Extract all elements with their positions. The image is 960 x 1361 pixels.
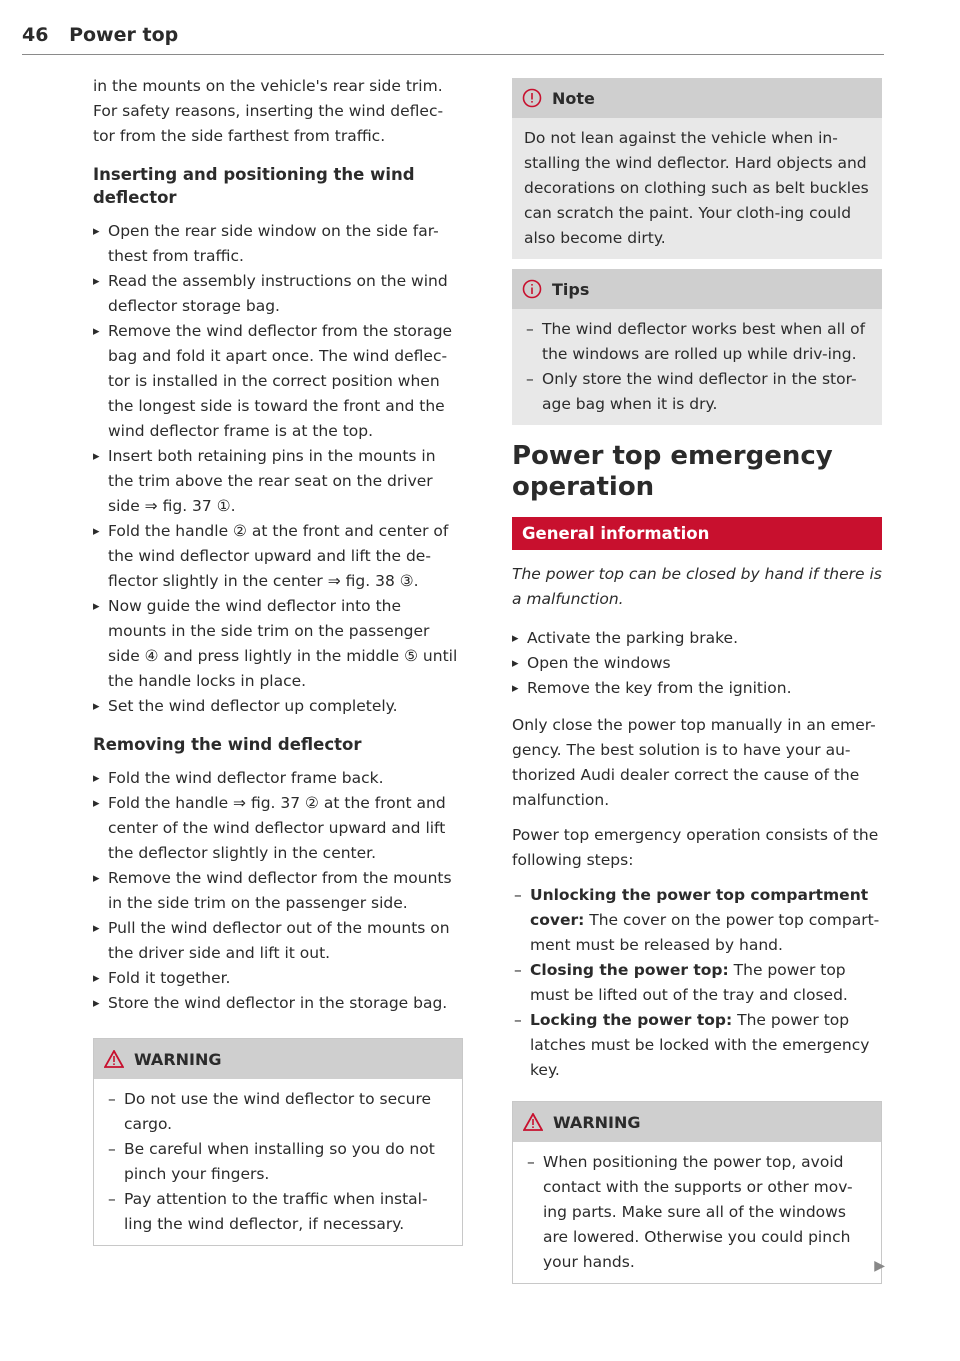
insert-heading: Inserting and positioning the wind deflector bbox=[93, 165, 415, 207]
note-icon bbox=[522, 88, 542, 108]
warning-body bbox=[94, 1079, 462, 1245]
section-title: Power top bbox=[69, 24, 179, 46]
tips-list bbox=[524, 317, 870, 417]
prep-step: ▸ Remove the key from the ignition. bbox=[512, 676, 882, 701]
insert-step: ▸ Read the assembly instructions on the wind deflector storage bag. bbox=[93, 269, 463, 319]
remove-heading: Removing the wind deflector bbox=[93, 735, 362, 754]
emergency-step-text: The power top latches must be locked with the emergency key. bbox=[530, 1011, 870, 1079]
insert-step: ▸ Remove the wind deflector from the storage bag and fold it apart once. The wind deflec-tor is installed in the correct position when the longest side is toward the front and the wind deflector frame is at the top. bbox=[93, 319, 463, 444]
paragraph-1: Only close the power top manually in an emer-gency. The best solution is to have your au-thorized Audi dealer correct the cause of the malfunction. bbox=[512, 716, 876, 809]
warning-triangle-icon bbox=[104, 1050, 124, 1068]
remove-step: ▸ Fold the handle ⇒ fig. 37 ② at the front and center of the wind deflector upward and lift the deflector slightly in the center. bbox=[93, 791, 463, 866]
warning-box bbox=[93, 1038, 463, 1246]
emergency-step-label: Closing the power top: bbox=[530, 961, 729, 979]
insert-steps bbox=[93, 219, 463, 719]
warning-header bbox=[94, 1039, 462, 1079]
remove-step: ▸ Pull the wind deflector out of the mounts on the driver side and lift it out. bbox=[93, 916, 463, 966]
warning-body-2 bbox=[513, 1142, 881, 1283]
info-icon bbox=[522, 279, 542, 299]
insert-step: ▸ Set the wind deflector up completely. bbox=[93, 694, 463, 719]
note-box bbox=[512, 78, 882, 259]
prep-step: ▸ Activate the parking brake. bbox=[512, 626, 882, 651]
section-heading: Power top emergency operation bbox=[512, 441, 833, 502]
tips-item: – Only store the wind deflector in the stor-age bag when it is dry. bbox=[524, 367, 870, 417]
left-column bbox=[93, 74, 463, 1246]
tips-header bbox=[512, 269, 882, 309]
tips-box bbox=[512, 269, 882, 425]
continue-arrow-icon: ▶ bbox=[874, 1258, 885, 1274]
emergency-step bbox=[512, 1008, 882, 1083]
emergency-step-label: Unlocking the power top compartment cover: bbox=[530, 886, 869, 929]
insert-step: ▸ Fold the handle ② at the front and center of the wind deflector upward and lift the de-flector slightly in the center ⇒ fig. 38 ③. bbox=[93, 519, 463, 594]
emergency-step-text: The power top must be lifted out of the tray and closed. bbox=[530, 961, 848, 1004]
remove-step: ▸ Remove the wind deflector from the mounts in the side trim on the passenger side. bbox=[93, 866, 463, 916]
note-header bbox=[512, 78, 882, 118]
emergency-step bbox=[512, 958, 882, 1008]
warning-title: WARNING bbox=[134, 1049, 222, 1069]
warning-box-2 bbox=[512, 1101, 885, 1284]
tips-body bbox=[512, 309, 882, 425]
page-header bbox=[22, 24, 178, 46]
page-number: 46 bbox=[22, 24, 49, 46]
emergency-step-label: Locking the power top: bbox=[530, 1011, 733, 1029]
intro-line-1: in the mounts on the vehicle's rear side trim. bbox=[93, 77, 443, 95]
warning-list bbox=[106, 1087, 450, 1237]
warning-title-2: WARNING bbox=[553, 1112, 641, 1132]
emergency-steps bbox=[512, 883, 882, 1083]
tips-title: Tips bbox=[552, 279, 590, 299]
remove-step: ▸ Fold the wind deflector frame back. bbox=[93, 766, 463, 791]
paragraph-2: Power top emergency operation consists of the following steps: bbox=[512, 826, 879, 869]
insert-step: ▸ Insert both retaining pins in the mounts in the trim above the rear seat on the driver side ⇒ fig. 37 ①. bbox=[93, 444, 463, 519]
emergency-step-text: The cover on the power top compart-ment must be released by hand. bbox=[530, 911, 880, 954]
remove-step: ▸ Store the wind deflector in the storage bag. bbox=[93, 991, 463, 1016]
right-column bbox=[512, 74, 885, 1284]
warning-header-2 bbox=[513, 1102, 881, 1142]
tips-item: – The wind deflector works best when all of the windows are rolled up while driv-ing. bbox=[524, 317, 870, 367]
warning-item: – Be careful when installing so you do not pinch your fingers. bbox=[106, 1137, 450, 1187]
remove-step: ▸ Fold it together. bbox=[93, 966, 463, 991]
note-body: Do not lean against the vehicle when in-stalling the wind deflector. Hard objects and decorations on clothing such as belt buckles can scratch the paint. Your cloth-ing could also become dirty. bbox=[524, 129, 869, 247]
subsection-bar: General information bbox=[512, 517, 882, 550]
note-title: Note bbox=[552, 88, 595, 108]
intro-line-2: For safety reasons, inserting the wind deflec-tor from the side farthest from traffic. bbox=[93, 102, 444, 145]
insert-step: ▸ Now guide the wind deflector into the mounts in the side trim on the passenger side ④ and press lightly in the middle ⑤ until the handle locks in place. bbox=[93, 594, 463, 694]
prep-steps bbox=[512, 626, 882, 701]
warning-list-2 bbox=[525, 1150, 869, 1275]
warning-item: – When positioning the power top, avoid contact with the supports or other mov-ing parts. Make sure all of the windows are lowered. Otherwise you could pinch your hands. bbox=[525, 1150, 869, 1275]
emergency-step bbox=[512, 883, 882, 958]
remove-steps bbox=[93, 766, 463, 1016]
prep-step: ▸ Open the windows bbox=[512, 651, 882, 676]
warning-triangle-icon bbox=[523, 1113, 543, 1131]
header-rule bbox=[22, 54, 884, 55]
insert-step: ▸ Open the rear side window on the side far-thest from traffic. bbox=[93, 219, 463, 269]
warning-item: – Do not use the wind deflector to secure cargo. bbox=[106, 1087, 450, 1137]
warning-item: – Pay attention to the traffic when instal-ling the wind deflector, if necessary. bbox=[106, 1187, 450, 1237]
intro-text: The power top can be closed by hand if there is a malfunction. bbox=[512, 565, 882, 608]
